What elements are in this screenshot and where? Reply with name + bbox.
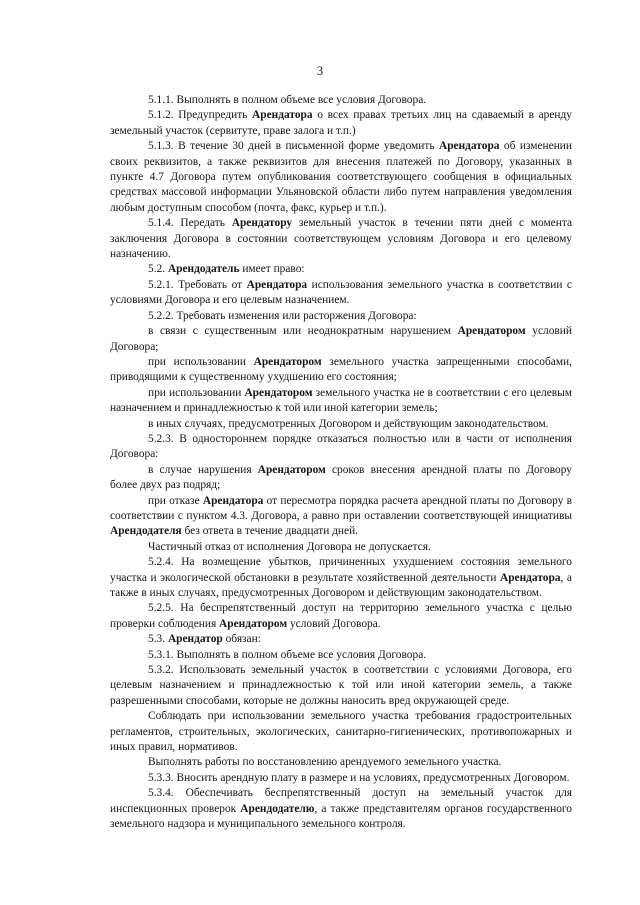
text-run: 5.3.4. Обеспечивать беспрепятственный доступ на земельный участок для инспекционных проверок <box>110 787 572 815</box>
text-run: в случае нарушения <box>148 463 258 476</box>
text-run: в иных случаях, предусмотренных Договором и действующим законодательством. <box>148 417 549 430</box>
paragraph <box>110 432 572 463</box>
paragraph <box>110 417 572 432</box>
paragraph <box>110 355 572 386</box>
text-run: 5.2.5. На беспрепятственный доступ на территорию земельного участка с целью проверки соблюдения <box>110 602 572 630</box>
text-run: о всех правах третьих лиц на сдаваемый в аренду земельный участок (сервитуте, праве залога и т.п.) <box>110 109 573 137</box>
paragraph <box>110 771 572 786</box>
paragraph <box>110 278 572 309</box>
paragraph <box>110 494 572 540</box>
bold-term: Арендатором <box>457 325 526 338</box>
text-run: при использовании <box>148 355 254 368</box>
text-run: Частичный отказ от исполнения Договора не допускается. <box>148 540 431 553</box>
text-run: Соблюдать при использовании земельного участка требования градостроительных регламентов, строительных, экологических, санитарно-гигиенических, противопожарных и иных правил, нормативов. <box>110 710 572 754</box>
text-run: 5.3. <box>148 633 168 646</box>
text-run: , а также в иных случаях, предусмотренных Договором и действующим законодательством. <box>110 571 572 599</box>
paragraph <box>110 709 572 755</box>
paragraph <box>110 555 572 601</box>
bold-term: Арендатора <box>252 109 313 122</box>
paragraph <box>110 108 572 139</box>
bold-term: Арендатором <box>219 617 288 630</box>
text-run: в связи с существенным или неоднократным нарушением <box>148 325 458 338</box>
text-run: сроков внесения арендной платы по Договору более двух раз подряд; <box>110 463 572 492</box>
text-run: условий Договора. <box>287 617 381 630</box>
bold-term: Арендатора <box>246 278 308 291</box>
text-run: обязан: <box>222 633 261 646</box>
paragraph <box>110 139 572 216</box>
text-run: земельного участка не в соответствии с его целевым назначением и принадлежностью к той или иной категории земель; <box>110 386 572 415</box>
text-run: Выполнять работы по восстановлению арендуемого земельного участка. <box>148 756 502 769</box>
text-run: 5.2.2. Требовать изменения или расторжения Договора: <box>148 309 417 322</box>
text-run: 5.2.4. На возмещение убытков, причиненных ухудшением состояния земельного участка и экологической обстановки в результате хозяйственной деятельности <box>110 556 572 584</box>
text-run: имеет право: <box>239 263 305 276</box>
text-run: 5.1.4. Передать <box>148 217 232 230</box>
text-run: об изменении своих реквизитов, а также реквизитов для внесения платежей по Договору, указанных в пункте 4.7 Договора путем опубликования соответствующего сообщения в официальных средствах массовой информации Ульяновской области либо путем направления уведомления любым доступным способом (почта, факс, курьер и т.п.). <box>110 140 572 214</box>
paragraph <box>110 786 572 832</box>
bold-term: Арендодателя <box>110 525 182 538</box>
text-run: 5.2.3. В одностороннем порядке отказаться полностью или в части от исполнения Договора: <box>110 432 572 461</box>
text-run: земельный участок в течении пяти дней с момента заключения Договора в состоянии соответствующем условиям Договора и его целевому назначению. <box>110 217 573 261</box>
text-run: использования земельного участка в соответствии с условиями Договора и его целевым назначением. <box>110 278 572 307</box>
bold-term: Арендодатель <box>167 263 240 276</box>
paragraph <box>110 632 572 647</box>
bold-term: Арендатора <box>499 571 561 584</box>
text-run: при отказе <box>148 494 203 507</box>
text-run: от пересмотра порядка расчета арендной платы по Договору в соответствии с пунктом 4.3. Договора, а равно при оставлении соответствующей инициативы <box>110 494 572 522</box>
document-body <box>110 93 572 833</box>
paragraph <box>110 324 572 355</box>
text-run: условий Договора; <box>110 325 572 353</box>
bold-term: Арендатор <box>167 633 223 646</box>
bold-term: Арендатора <box>202 494 264 507</box>
text-run: 5.3.1. Выполнять в полном объеме все условия Договора. <box>148 648 427 661</box>
text-run: без ответа в течение двадцати дней. <box>181 525 359 538</box>
paragraph <box>110 386 572 417</box>
text-run: 5.3.2. Использовать земельный участок в соответствии с условиями Договора, его целевым назначением и принадлежностью к той или иной категории земель, а также разрешенными способами, которые не должны наносить вред окружающей среде. <box>110 664 572 707</box>
text-run: , а также представителям органов государственного земельного надзора и муниципального земельного контроля. <box>110 802 572 831</box>
paragraph <box>110 309 572 324</box>
paragraph <box>110 648 572 663</box>
paragraph <box>110 93 572 108</box>
page-number: 3 <box>316 64 324 78</box>
bold-term: Арендатору <box>231 217 293 230</box>
bold-term: Арендатора <box>438 140 500 153</box>
paragraph <box>110 216 572 262</box>
paragraph <box>110 262 572 277</box>
bold-term: Арендатором <box>253 355 322 368</box>
bold-term: Арендатором <box>244 386 313 399</box>
text-run: при использовании <box>148 386 245 399</box>
bold-term: Арендатором <box>257 463 326 476</box>
paragraph <box>110 601 572 632</box>
paragraph <box>110 755 572 770</box>
text-run: 5.1.3. В течение 30 дней в письменной форме уведомить <box>148 140 439 153</box>
text-run: 5.1.1. Выполнять в полном объеме все условия Договора. <box>148 94 427 106</box>
text-run: 5.2.1. Требовать от <box>148 278 247 291</box>
text-run: земельного участка запрещенными способами, приводящими к существенному ухудшению его состояния; <box>110 355 572 384</box>
paragraph <box>110 663 572 709</box>
paragraph <box>110 463 572 494</box>
text-run: 5.2. <box>148 263 168 276</box>
text-run: 5.3.3. Вносить арендную плату в размере и на условиях, предусмотренных Договором. <box>148 771 570 784</box>
bold-term: Арендодателю <box>240 802 315 815</box>
paragraph <box>110 540 572 555</box>
text-run: 5.1.2. Предупредить <box>148 109 253 122</box>
